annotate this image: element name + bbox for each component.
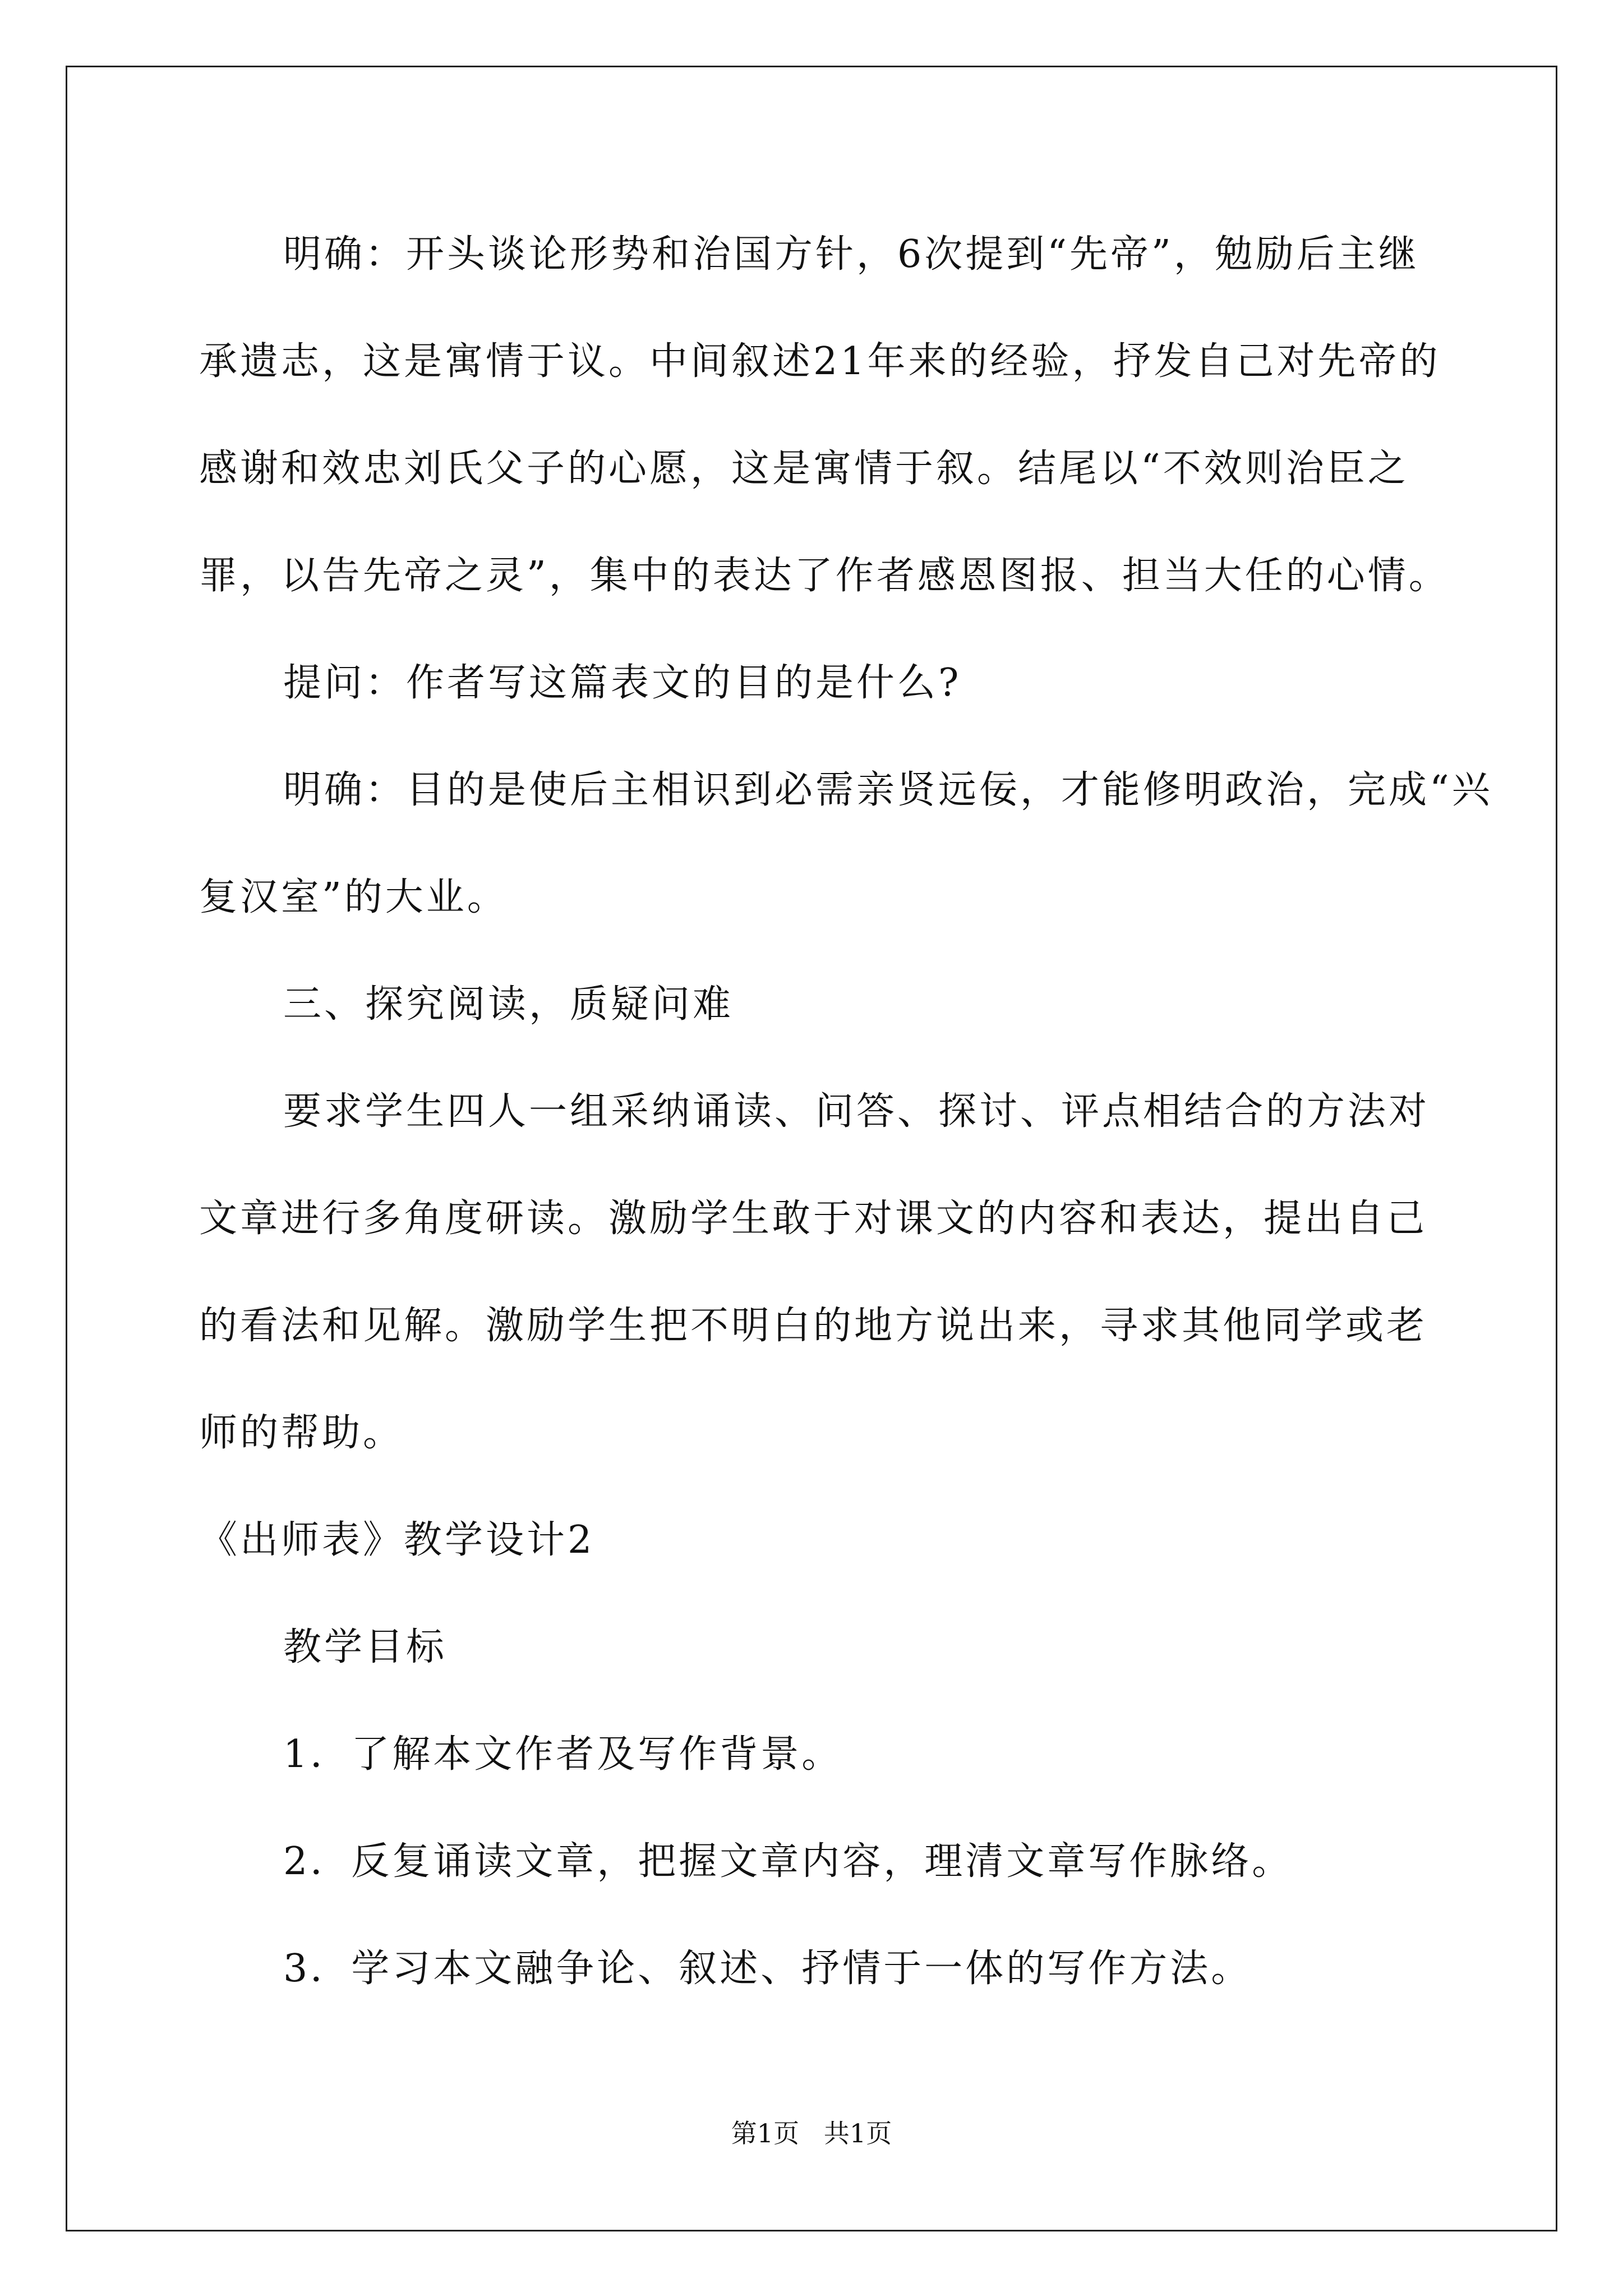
- paragraph-line: 师的帮助。: [199, 1411, 404, 1455]
- paragraph-line: 罪，以告先帝之灵”，集中的表达了作者感恩图报、担当大任的心情。: [199, 554, 1450, 598]
- paragraph-line: 明确：目的是使后主相识到必需亲贤远佞，才能修明政治，完成“兴: [283, 768, 1493, 812]
- paragraph-line: 承遗志，这是寓情于议。中间叙述21年来的经验，抒发自己对先帝的: [199, 339, 1441, 384]
- question-line: 提问：作者写这篇表文的目的是什么?: [283, 661, 962, 705]
- paragraph-line: 感谢和效忠刘氏父子的心愿，这是寓情于叙。结尾以“不效则治臣之: [199, 447, 1409, 491]
- list-item: 3．学习本文融争论、叙述、抒情于一体的写作方法。: [283, 1947, 1252, 1991]
- document-title: 《出师表》教学设计2: [199, 1518, 595, 1562]
- list-item: 1．了解本文作者及写作背景。: [283, 1732, 843, 1777]
- paragraph-line: 的看法和见解。激励学生把不明白的地方说出来，寻求其他同学或老: [199, 1304, 1428, 1348]
- paragraph-line: 明确：开头谈论形势和治国方针，6次提到“先帝”，勉励后主继: [283, 232, 1419, 277]
- page-number-footer: 第1页 共1页: [731, 2118, 892, 2148]
- paragraph-line: 要求学生四人一组采纳诵读、问答、探讨、评点相结合的方法对: [283, 1089, 1430, 1134]
- page-border: [66, 66, 1557, 2231]
- section-heading: 三、探究阅读，质疑问难: [283, 982, 734, 1027]
- section-heading: 教学目标: [283, 1625, 448, 1669]
- paragraph-line: 复汉室”的大业。: [199, 875, 508, 919]
- paragraph-line: 文章进行多角度研读。激励学生敢于对课文的内容和表达，提出自己: [199, 1197, 1428, 1241]
- list-item: 2．反复诵读文章，把握文章内容，理清文章写作脉络。: [283, 1839, 1293, 1884]
